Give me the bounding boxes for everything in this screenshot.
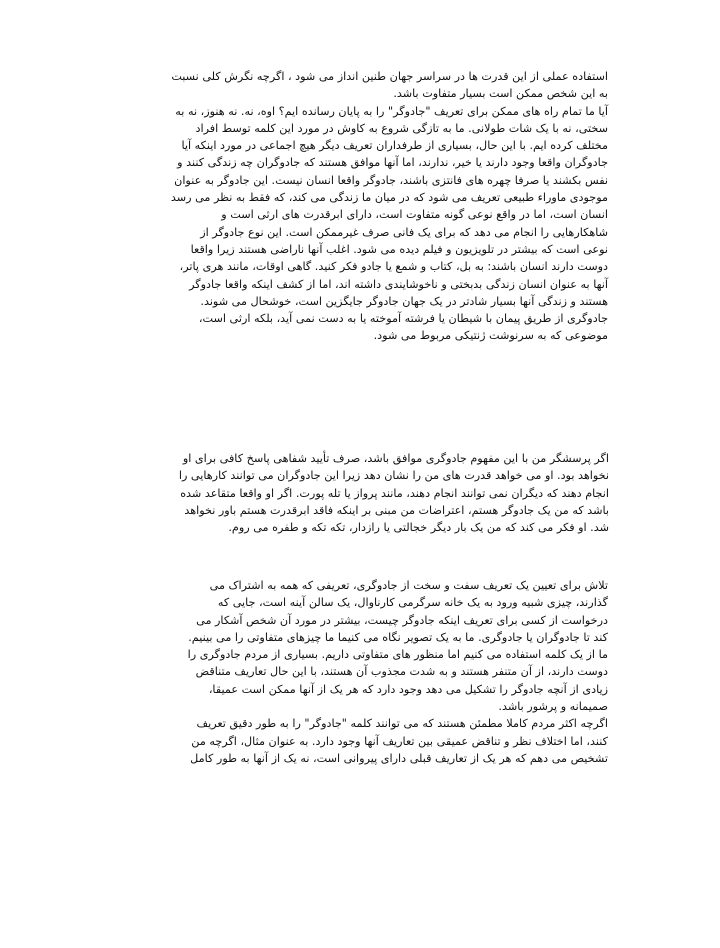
paragraph-line: انسان است، اما در واقع نوعی گونه متفاوت است، دارای ابرقدرت های ارثی است و bbox=[221, 208, 608, 222]
paragraph-3 bbox=[98, 577, 608, 767]
paragraph-line: درخواست از کسی برای تعریف اینکه جادوگر چیست، بیشتر در مورد آن شخص آشکار می bbox=[196, 613, 608, 627]
paragraph-line: اگرچه اکثر مردم کاملا مطمئن هستند که می توانند کلمه "جادوگر" را به طور دقیق تعریف bbox=[196, 717, 608, 731]
paragraph-line: شاهکارهایی را انجام می دهد که برای یک فانی صرف غیرممکن است. این نوع جادوگر از bbox=[200, 225, 608, 239]
paragraph-line: موجودی ماوراء طبیعی تعریف می شود که در میان ما زندگی می کند، که فقط به نظر می رسد bbox=[170, 191, 608, 205]
paragraph-line: دوست دارند، از آن متنفر هستند و به شدت مجذوب آن هستند، با این حال تعاریف متناقض bbox=[195, 665, 608, 679]
paragraph-line: هستند و زندگی آنها بسیار شادتر در یک جهان جادوگر جایگزین است، خوشحال می شوند. bbox=[200, 294, 608, 308]
paragraph-line: نفس بکشند یا صرفا چهره های فانتزی باشند، جادوگر واقعا انسان نیست. این جادوگر به عنوان bbox=[174, 173, 608, 187]
paragraph-line: استفاده عملی از این قدرت ها در سراسر جهان طنین انداز می شود ، اگرچه نگرش کلی نسبت bbox=[171, 70, 608, 83]
paragraph-line: مختلف کرده ایم. با این حال، بسیاری از طرفداران تعریف دیگر هیچ اجماعی در مورد اینکه آیا bbox=[181, 139, 608, 153]
paragraph-line: صمیمانه و پرشور باشد. bbox=[498, 700, 608, 714]
paragraph-line: باشد که من یک جادوگر هستم، اعتراضات من مبنی بر اینکه فاقد ابرقدرت هستم باور نخواهد bbox=[184, 503, 609, 517]
paragraph-line: نخواهد بود. او می خواهد قدرت های من را نشان دهد زیرا این جادوگران می توانند کارهایی را bbox=[178, 469, 609, 483]
paragraph-line: کند تا جادوگران یا جادوگری. ما به یک تصویر نگاه می کنیما ما چیزهای متفاوتی را می بینیم. bbox=[188, 630, 608, 644]
paragraph-line: جادوگری از طریق پیمان با شیطان یا فرشته آموخته یا به دست نمی آید، بلکه ارثی است، bbox=[198, 312, 608, 326]
paragraph-line: جادوگران واقعا وجود دارند یا خیر، ندارند، اما آنها موافق هستند که جادوگران چه زندگی کنند و bbox=[177, 156, 608, 170]
paragraph-line: نوعی است که بیشتر در تلویزیون و فیلم دیده می شود. اغلب آنها ناراضی هستند زیرا واقعا bbox=[190, 242, 608, 256]
paragraph-line: آیا ما تمام راه های ممکن برای تعریف "جادوگر" را به پایان رسانده ایم؟ اوه، نه. نه هنوز، نه به bbox=[175, 104, 608, 118]
paragraph-line: دوست دارند انسان باشند: به بل، کتاب و شمع یا جادو فکر کنید. گاهی اوقات، مانند هری پاتر، bbox=[179, 260, 608, 274]
paragraph-line: کنند، اما اختلاف نظر و تناقض عمیقی بین تعاریف آنها وجود دارد. به عنوان مثال، اگرچه من bbox=[191, 734, 608, 748]
paragraph-line: به این شخص ممکن است بسیار متفاوت باشد. bbox=[393, 87, 608, 101]
paragraph-line: موضوعی که به سرنوشت ژنتیکی مربوط می شود. bbox=[373, 329, 608, 343]
paragraph-2 bbox=[104, 450, 609, 536]
paragraph-line: گذارند، چیزی شبیه ورود به یک خانه سرگرمی کارناوال، یک سالن آینه است، جایی که bbox=[217, 596, 608, 610]
paragraph-1 bbox=[108, 68, 608, 345]
paragraph-line: آنها به عنوان انسان زندگی بدبختی و ناخوشایندی داشته اند، اما از کشف اینکه واقعا جادوگر bbox=[189, 277, 608, 291]
paragraph-line: تلاش برای تعیین یک تعریف سفت و سخت از جادوگری، تعریفی که همه به اشتراک می bbox=[209, 579, 608, 592]
paragraph-line: انجام دهند که دیگران نمی توانند انجام دهند، مانند پرواز یا تله پورت. اگر او واقعا متقاعد شده bbox=[180, 486, 609, 500]
paragraph-line: ما از یک کلمه استفاده می کنیم اما منظور های متفاوتی داریم. بسیاری از مردم جادوگری را bbox=[187, 648, 608, 662]
paragraph-line: تشخیص می دهم که هر یک از تعاریف قبلی دارای پیروانی است، نه یک از آنها به طور کامل bbox=[190, 751, 608, 765]
paragraph-line: سختی، نه با یک شات طولانی. ما به تازگی شروع به کاوش در مورد این کلمه توسط افراد bbox=[195, 121, 608, 135]
paragraph-line: زیادی از آنچه جادوگر را تشکیل می دهد وجود دارد که هر یک از آنها ممکن است عمیقا، bbox=[208, 682, 608, 696]
paragraph-line: شد. او فکر می کند که من یک بار دیگر خجالتی یا رازدار، تکه تکه و طفره می روم. bbox=[228, 521, 609, 535]
paragraph-line: اگر پرسشگر من با این مفهوم جادوگری موافق باشد، صرف تأیید شفاهی پاسخ کافی برای او bbox=[182, 452, 609, 465]
